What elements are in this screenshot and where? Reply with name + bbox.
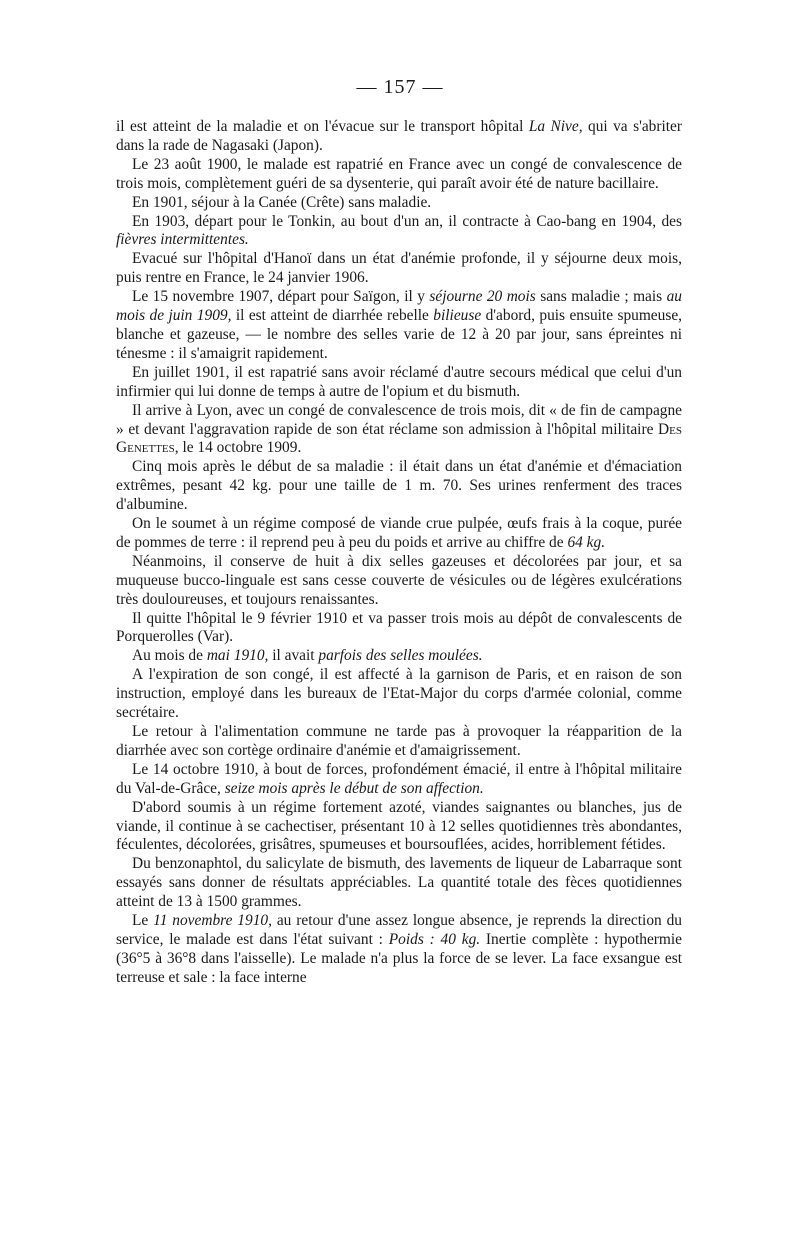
page-number: — 157 — [356,76,444,98]
italic-text: 64 kg. [567,533,606,551]
italic-text: au mois de juin 1909, [116,288,682,325]
paragraph [116,666,682,723]
text-run: D'abord soumis à un régime fortement azoté, viandes saignantes ou blanches, jus de viande, il continue à se cachectiser, présentant 10 à 12 selles quotidiennes très abondantes, féculentes, décolorées, grisâtres, spumeuses et boursouflées, acides, horriblement fétides. [116,798,682,854]
paragraph [116,213,682,251]
text-run: il est atteint de la maladie et on l'évacue sur le transport hôpital [116,118,529,135]
paragraph [116,855,682,912]
paragraph [116,553,682,610]
text-run: Le [132,912,154,930]
italic-text: mai 1910, [206,647,269,665]
italic-text: Poids : 40 kg. [388,930,481,948]
paragraph [116,458,682,515]
text-run: Il arrive à Lyon, avec un congé de convalescence de trois mois, dit « de fin de campagne » et devant l'aggravation rapide de son état réclame son admission à l'hôpital militaire [116,401,682,438]
italic-text: 11 novembre 1910, [153,912,272,930]
paragraph [116,515,682,553]
text-run: A l'expiration de son congé, il est affecté à la garnison de Paris, et en raison de son instruction, employé dans les bureaux de l'Etat-Major du corps d'armée colonial, comme secrétaire. [116,666,682,722]
text-run: Au mois de [132,647,207,665]
text-run: au retour d'une assez longue absence, je reprends la direction du service, le malade est dans l'état suivant : [116,912,682,948]
italic-text: parfois des selles moulées. [318,647,483,665]
italic-text: séjourne 20 mois [429,288,536,306]
paragraph [116,761,682,799]
text-run: Le 15 novembre 1907, départ pour Saïgon, il y [132,288,430,306]
text-run: , le 14 octobre 1909. [174,439,302,457]
text-run: En 1903, départ pour le Tonkin, au bout d'un an, il contracte à Cao-bang en 1904, des [132,212,682,230]
italic-text: fièvres intermittentes. [116,231,249,249]
paragraph [116,250,682,288]
paragraph [116,364,682,402]
paragraph [116,118,682,156]
paragraph [116,402,682,459]
text-run: Evacué sur l'hôpital d'Hanoï dans un état d'anémie profonde, il y séjourne deux mois, puis rentre en France, le 24 janvier 1906. [116,250,682,287]
text-run: d'abord, puis ensuite spumeuse, blanche et gazeuse, — le nombre des selles varie de 12 à 20 par jour, sans épreintes ni ténesme : il s'amaigrit rapidement. [116,307,683,362]
paragraph [116,799,682,856]
text-run: Il quitte l'hôpital le 9 février 1910 et va passer trois mois au dépôt de convalescents de Porquerolles (Var). [116,609,682,646]
text-run: qui va s'abriter dans la rade de Nagasaki (Japon). [116,118,682,154]
body-text [116,118,682,988]
paragraph [116,647,682,666]
paragraph [116,723,682,761]
text-run: Cinq mois après le début de sa maladie : il était dans un état d'anémie et d'émaciation extrêmes, pesant 42 kg. pour une taille de 1 m. 70. Ses urines renferment des traces d'albumine. [116,458,682,514]
italic-text: La Nive, [528,118,583,135]
paragraph [116,156,682,194]
text-run: sans maladie ; mais [535,288,667,306]
paragraph [116,288,682,364]
text-run: En juillet 1901, il est rapatrié sans avoir réclamé d'autre secours médical que celui d'un infirmier qui lui donne de temps à autre de l'opium et du bismuth. [116,363,682,400]
text-run: En 1901, séjour à la Canée (Crête) sans maladie. [132,193,432,211]
paragraph [116,194,682,213]
text-run: il avait [268,647,319,665]
text-run: Le retour à l'alimentation commune ne tarde pas à provoquer la réapparition de la diarrhée avec son cortège ordinaire d'anémie et d'amaigrissement. [116,723,682,759]
paragraph [116,912,682,988]
paragraph [116,610,682,648]
text-run: Le 14 octobre 1910, à bout de forces, profondément émacié, il entre à l'hôpital militaire du Val-de-Grâce, [116,760,682,797]
text-run: Inertie complète : hypothermie (36°5 à 36°8 dans l'aisselle). Le malade n'a plus la force de se lever. La face exsangue est terreuse et sale : la face interne [116,930,682,986]
text-run: Néanmoins, il conserve de huit à dix selles gazeuses et décolorées par jour, et sa muqueuse bucco-linguale est sans cesse couverte de vésicules ou de légères exulcérations très douloureuses, et toujours renaissantes. [116,552,682,608]
text-run: On le soumet à un régime composé de viande crue pulpée, œufs frais à la coque, purée de pommes de terre : il reprend peu à peu du poids et arrive au chiffre de [116,515,682,551]
text-run: il est atteint de diarrhée rebelle [231,307,434,325]
italic-text: bilieuse [433,307,482,325]
italic-text: seize mois après le début de son affection. [224,779,484,797]
text-run: Du benzonaphtol, du salicylate de bismuth, des lavements de liqueur de Labarraque sont essayés sans donner de résultats appréciables. La quantité totale des fèces quotidiennes atteint de 13 à 1500 grammes. [116,855,682,911]
text-run: Le 23 août 1900, le malade est rapatrié en France avec un congé de convalescence de trois mois, complètement guéri de sa dysenterie, qui paraît avoir été de nature bacillaire. [116,155,682,192]
small-caps-text: Des Genettes [116,420,682,457]
